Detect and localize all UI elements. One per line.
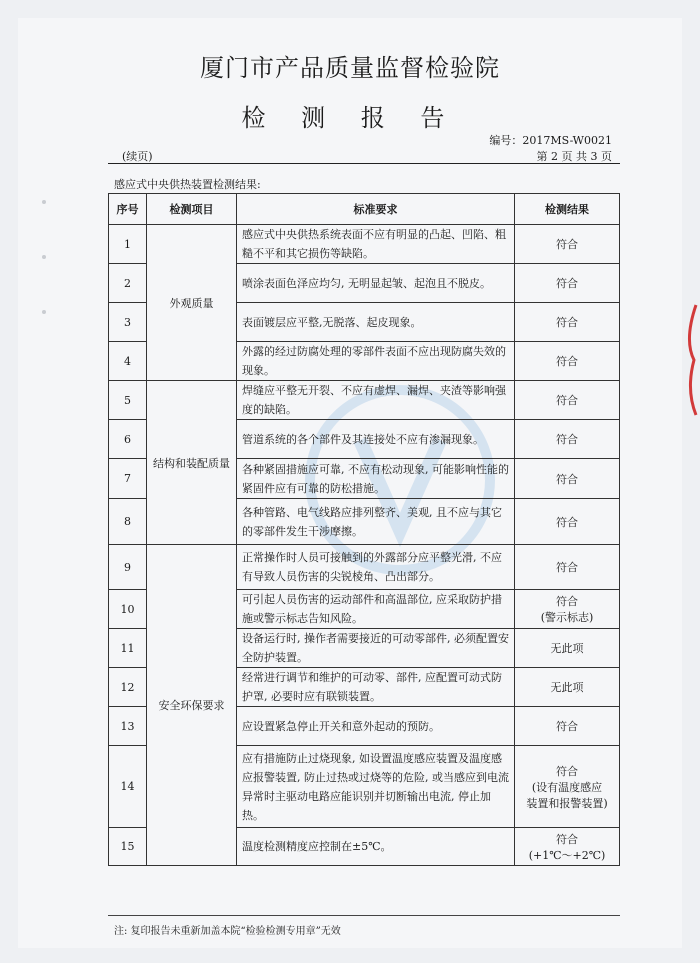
row-number: 2 (109, 264, 147, 303)
result-cell (515, 707, 620, 746)
continued-label: (续页) (122, 150, 153, 163)
row-number: 3 (109, 303, 147, 342)
requirement-text: 各种管路、电气线路应排列整齐、美观, 且不应与其它的零部件发生干涉摩擦。 (237, 499, 515, 545)
result-text: 无此项 (550, 642, 584, 655)
result-text: 符合 (556, 515, 578, 529)
header-result: 检测结果 (515, 194, 620, 225)
requirement-text: 焊缝应平整无开裂、不应有虚焊、漏焊、夹渣等影响强度的缺陷。 (237, 381, 515, 420)
row-number: 5 (109, 381, 147, 420)
table-row (109, 225, 620, 264)
footer-note: 注: 复印报告未重新加盖本院“检验检测专用章”无效 (114, 926, 341, 937)
seal-edge-mark (682, 300, 700, 420)
requirement-text: 喷涂表面色泽应均匀, 无明显起皱、起泡且不脱皮。 (237, 264, 515, 303)
table-header-row (109, 194, 620, 225)
result-text: 符合 (556, 720, 578, 733)
row-number: 12 (109, 668, 147, 707)
result-cell (515, 264, 620, 303)
requirement-text: 外露的经过防腐处理的零部件表面不应出现防腐失效的现象。 (237, 342, 515, 381)
requirement-text: 各种紧固措施应可靠, 不应有松动现象, 可能影响性能的紧固件应有可靠的防松措施。 (237, 459, 515, 499)
result-text: 符合 (556, 316, 578, 329)
requirement-text: 表面镀层应平整,无脱落、起皮现象。 (237, 303, 515, 342)
result-text: 装置和报警装置) (526, 796, 608, 810)
header-divider (108, 163, 620, 164)
result-text: 符合 (556, 472, 578, 486)
row-number: 4 (109, 342, 147, 381)
report-serial: 编号：2017MS-W0021 (489, 134, 612, 147)
row-number: 11 (109, 629, 147, 668)
row-number: 14 (109, 746, 147, 828)
result-cell (515, 828, 620, 866)
result-cell (515, 499, 620, 545)
requirement-text: 管道系统的各个部件及其连接处不应有渗漏现象。 (237, 420, 515, 459)
requirement-text: 感应式中央供热系统表面不应有明显的凸起、凹陷、粗糙不平和其它损伤等缺陷。 (237, 225, 515, 264)
result-text: 无此项 (550, 681, 584, 694)
requirement-text: 应有措施防止过烧现象, 如设置温度感应装置及温度感应报警装置, 防止过热或过烧等的危险, 或当感应到电流异常时主驱动电路应能识别并切断输出电流, 停止加热。 (237, 746, 515, 828)
row-number: 8 (109, 499, 147, 545)
requirement-text: 应设置紧急停止开关和意外起动的预防。 (237, 707, 515, 746)
result-text: 符合 (556, 394, 578, 407)
result-text: (+1℃～+2℃) (528, 848, 606, 862)
row-number: 1 (109, 225, 147, 264)
result-cell (515, 381, 620, 420)
result-text: 符合 (556, 764, 578, 778)
result-cell (515, 590, 620, 629)
result-text: 符合 (556, 433, 578, 446)
result-cell (515, 459, 620, 499)
requirement-text: 设备运行时, 操作者需要接近的可动零部件, 必须配置安全防护装置。 (237, 629, 515, 668)
result-text: 符合 (556, 595, 578, 608)
result-text: 符合 (556, 561, 578, 574)
header-item: 检测项目 (147, 194, 237, 225)
result-cell (515, 225, 620, 264)
result-text: (设有温度感应 (531, 780, 603, 794)
header-requirement: 标准要求 (237, 194, 515, 225)
results-table (108, 193, 620, 866)
result-cell (515, 420, 620, 459)
result-cell (515, 342, 620, 381)
result-cell (515, 746, 620, 828)
item-group: 外观质量 (147, 225, 237, 381)
table-row (109, 545, 620, 590)
result-text: 符合 (556, 277, 578, 290)
result-cell (515, 629, 620, 668)
item-group: 结构和装配质量 (147, 381, 237, 545)
result-cell (515, 303, 620, 342)
item-group: 安全环保要求 (147, 545, 237, 866)
result-cell (515, 668, 620, 707)
page-number: 第 2 页 共 3 页 (536, 150, 612, 163)
header-no: 序号 (109, 194, 147, 225)
result-text: 符合 (556, 832, 578, 846)
result-text: (警示标志) (540, 611, 594, 624)
requirement-text: 正常操作时人员可接触到的外露部分应平整光滑, 不应有导致人员伤害的尖锐棱角、凸出部分。 (237, 545, 515, 590)
row-number: 6 (109, 420, 147, 459)
result-text: 符合 (556, 355, 578, 368)
requirement-text: 经常进行调节和维护的可动零、部件, 应配置可动式防护罩, 必要时应有联锁装置。 (237, 668, 515, 707)
footer-divider (108, 915, 620, 916)
result-text: 符合 (556, 238, 578, 251)
row-number: 7 (109, 459, 147, 499)
result-cell (515, 545, 620, 590)
table-row (109, 381, 620, 420)
institute-name: 厦门市产品质量监督检验院 (200, 54, 500, 82)
requirement-text: 可引起人员伤害的运动部件和高温部位, 应采取防护措施或警示标志告知风险。 (237, 590, 515, 629)
row-number: 10 (109, 590, 147, 629)
requirement-text: 温度检测精度应控制在±5℃。 (237, 828, 515, 866)
report-title: 检 测 报 告 (241, 104, 459, 132)
row-number: 15 (109, 828, 147, 866)
row-number: 9 (109, 545, 147, 590)
row-number: 13 (109, 707, 147, 746)
section-title: 感应式中央供热装置检测结果: (114, 178, 261, 191)
